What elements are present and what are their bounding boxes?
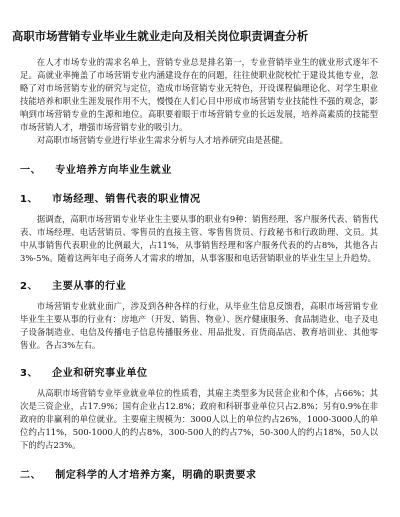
document-body [20,56,378,489]
section-heading-2 [20,466,378,481]
section-number: 2、 [20,281,39,292]
section-heading-1-2 [20,277,378,292]
section-heading-text: 企业和研究事业单位 [52,368,148,379]
section-heading-1-1 [20,190,378,205]
intro-paragraph-2: 对高职市场营销专业进行毕业生需求分析与人才培养研究由是甚健。 [36,135,289,145]
section-heading-text: 制定科学的人才培养方案，明确的职责要求 [55,470,257,481]
section-heading-1 [20,161,378,176]
section-paragraph-1-2: 市场营销专业就业面广，涉及到各种各样的行业，从毕业生信息反馈看，高职市场营销专业毕业生主要从事的行业有：房地产（开发、销售、物业）、医疗健康服务、食品制造业、电子及电子设备制造业、电信及传播电子信息传播服务业、用品批发、百货商品店、教育培训业、其他零售业。各占3%左右。 [20,301,378,350]
section-paragraph-1-1: 据调查，高职市场营销专业毕业生主要从事的职业有9种：销售经理、客户服务代表、销售代表、市场经理、电话营销员、零售员的直接主管、零售售货员、行政秘书和行政助理、文员。其中从事销售代表职业的比例最大，占11%，从事销售经理和客户服务代表的约占8%，其他各占3%-5%。随着这两年电子商务人才需求的增加，从事客服和电话营销职业的毕业生呈上升趋势。 [20,214,378,263]
section-number: 一、 [20,165,42,176]
section-number: 二、 [20,470,42,481]
section-heading-1-3 [20,364,378,379]
document-title: 高职市场营销专业毕业生就业走向及相关岗位职责调查分析 [12,30,309,43]
section-number: 1、 [20,194,39,205]
section-heading-text: 专业培养方向毕业生就业 [55,165,172,176]
section-heading-text: 主要从事的行业 [52,281,127,292]
section-number: 3、 [20,368,39,379]
section-paragraph-1-3: 从高职市场营销专业毕业就业单位的性质看，其雇主类型多为民营企业和个体，占66%；其次是三资企业，占17.9%；国有企业占12.8%；政府和科研事业单位只占2.8%；另有0.9%在非政府的非赢利的单位就业。主要雇主规模为：3000人以上的单位约占26%，1000-3000人的单位约占11%，500-1000人的约占8%，300-500人的约占7%，50-300人的约占18%，50人以下的约占23%。 [20,388,378,450]
section-heading-text: 市场经理、销售代表的职业情况 [52,194,201,205]
intro-paragraph-1: 在人才市场专业的需求名单上，营销专业总是排名第一，专业营销毕业生的就业形式逐年不足。高就业率掩盖了市场营销专业内涵建设存在的问题，往往使职业院校忙于建设其他专业，忽略了对市场营销专业的研究与定位，造成市场营销专业无特色，开设课程偏理论化、对学生职业技能培养和职业生涯发展作用不大，慢慢在人们心目中形成市场营销专业技能性不强的观念，影响到市场营销专业的生源和地位。高职要着眼于市场营销专业的长远发展，培养高素质的技能型市场营销人才，增强市场营销专业的吸引力。 [20,57,378,132]
